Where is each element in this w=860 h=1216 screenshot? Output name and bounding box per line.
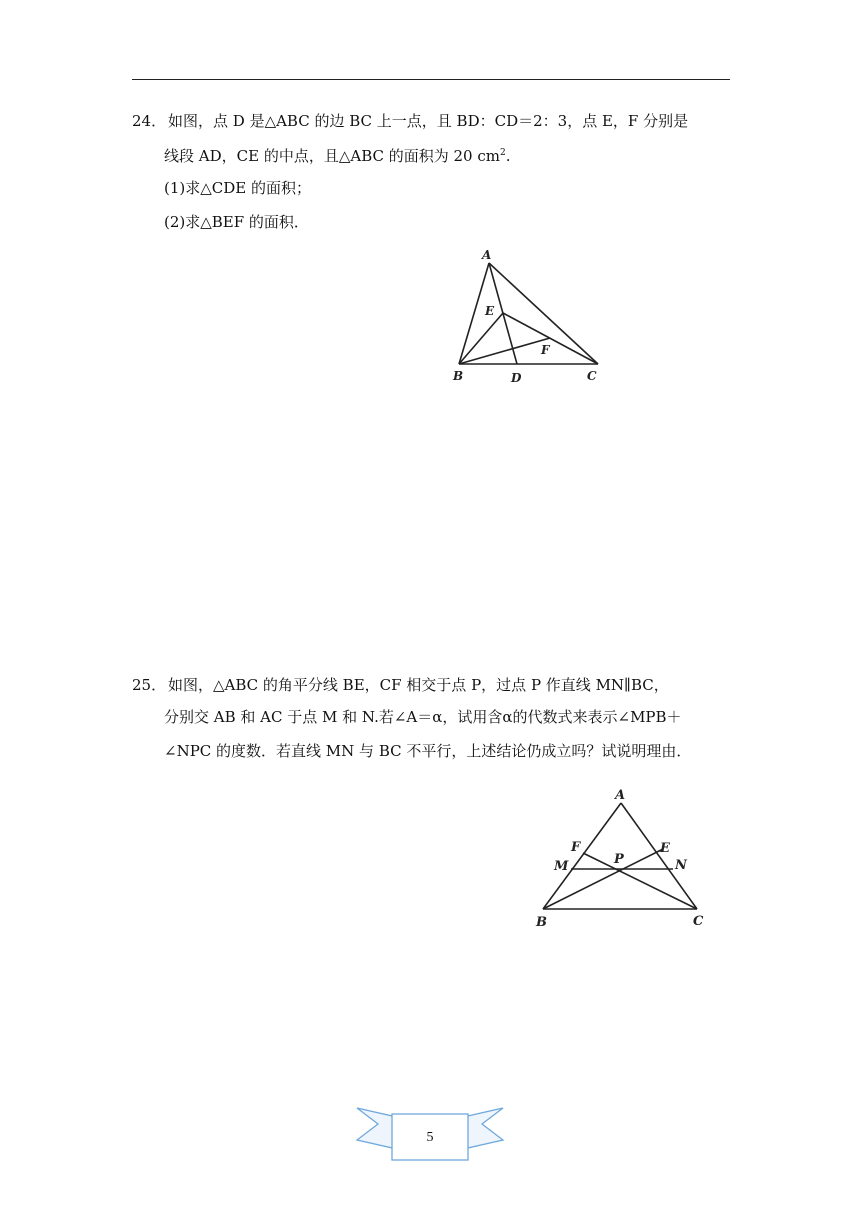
label-n: N [675,858,687,873]
label-d: D [511,371,522,385]
question-24-part-2: (2)求△BEF 的面积． [164,213,309,231]
segment-be [459,313,503,364]
header-rule [132,79,730,80]
question-24-part-1: (1)求△CDE 的面积； [164,179,312,197]
question-25-line-3: ∠NPC 的度数．若直线 MN 与 BC 不平行，上述结论仍成立吗？试说明理由． [164,742,692,760]
label-e: E [485,304,495,318]
label-m: M [554,859,569,874]
question-25-line-1: 如图，△ABC 的角平分线 BE，CF 相交于点 P，过点 P 作直线 MN∥BC， [168,676,669,694]
label-b: B [453,369,464,383]
label-c: C [587,369,597,383]
question-24-line-1: 如图，点 D 是△ABC 的边 BC 上一点，且 BD：CD＝2：3，点 E，F 分别是 [168,112,689,130]
label-a: A [615,788,626,803]
question-24-line-2: 线段 AD，CE 的中点，且△ABC 的面积为 20 $cm^2$. [164,147,511,165]
figure-24-triangle [440,240,620,390]
label-e: E [660,841,670,856]
label-a: A [482,248,492,262]
label-f: F [541,343,550,357]
question-25-line-2: 分别交 AB 和 AC 于点 M 和 N.若∠A＝α，试用含α的代数式来表示∠MPB＋ [164,708,682,726]
segment-be [543,849,663,909]
figure-25-triangle [530,780,720,935]
question-25-number: 25． [132,676,167,694]
label-b: B [536,915,547,930]
segment-ab [543,803,621,909]
segment-ac [621,803,697,909]
page-number: 5 [426,1130,434,1145]
segment-bf [459,338,550,364]
label-p: P [614,852,624,867]
question-24-number: 24． [132,112,167,130]
label-f: F [571,840,581,855]
label-c: C [693,914,704,929]
